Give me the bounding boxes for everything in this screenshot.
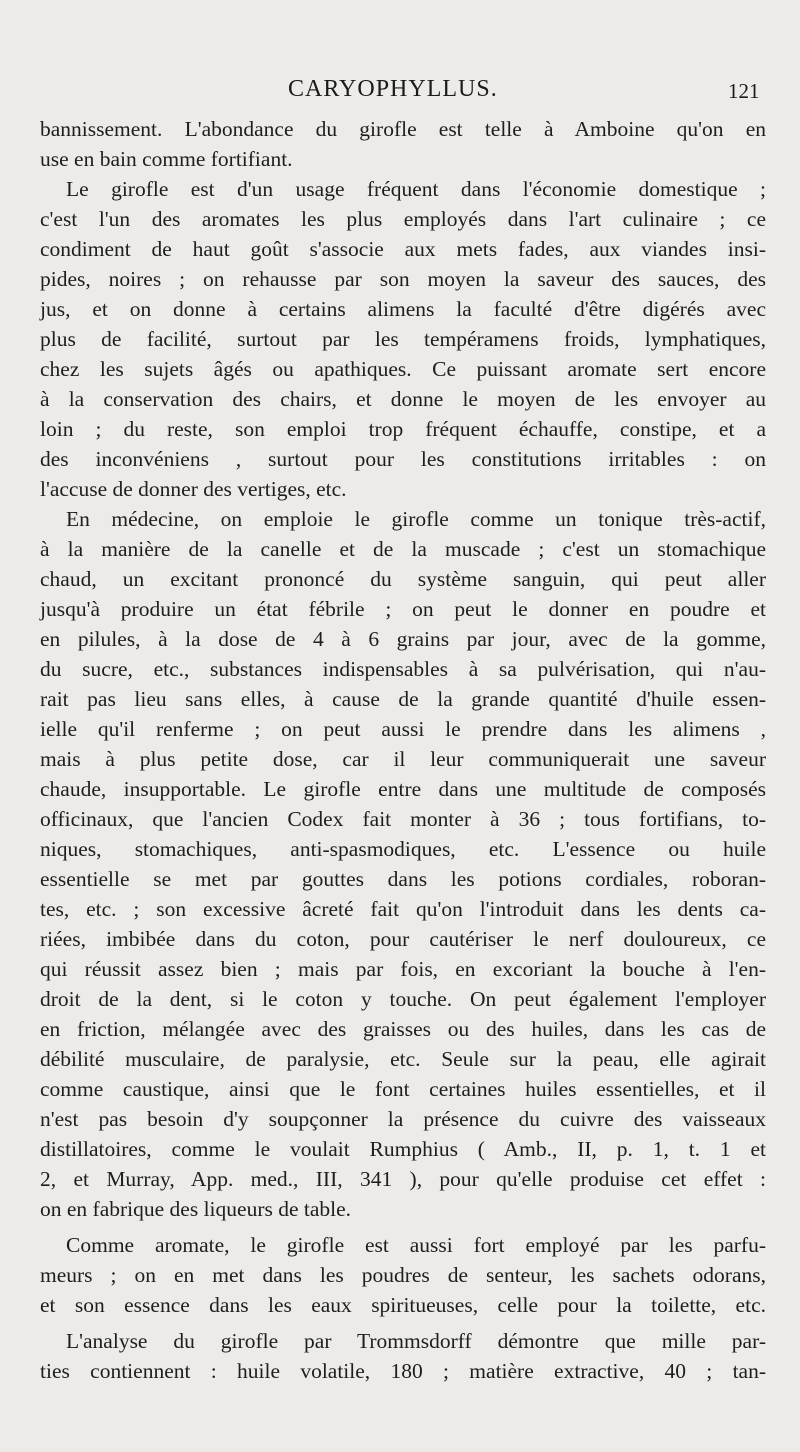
page-number: 121 bbox=[728, 79, 760, 103]
text-line: jus, et on donne à certains alimens la faculté d'être digérés avec bbox=[40, 297, 766, 321]
text-line: riées, imbibée dans du coton, pour cautériser le nerf douloureux, ce bbox=[40, 927, 766, 951]
text-line: meurs ; on en met dans les poudres de senteur, les sachets odorans, bbox=[40, 1263, 766, 1287]
paragraph-start-line: En médecine, on emploie le girofle comme un tonique très-actif, bbox=[66, 507, 766, 531]
text-line: mais à plus petite dose, car il leur communiquerait une saveur bbox=[40, 747, 766, 771]
text-line: comme caustique, ainsi que le font certaines huiles essentielles, et il bbox=[40, 1077, 766, 1101]
text-line: chez les sujets âgés ou apathiques. Ce puissant aromate sert encore bbox=[40, 357, 766, 381]
text-line: loin ; du reste, son emploi trop fréquent échauffe, constipe, et a bbox=[40, 417, 766, 441]
text-line: c'est l'un des aromates les plus employés dans l'art culinaire ; ce bbox=[40, 207, 766, 231]
text-line: pides, noires ; on rehausse par son moyen la saveur des sauces, des bbox=[40, 267, 766, 291]
text-line: débilité musculaire, de paralysie, etc. Seule sur la peau, elle agirait bbox=[40, 1047, 766, 1071]
text-line: ties contiennent : huile volatile, 180 ; matière extractive, 40 ; tan- bbox=[40, 1359, 766, 1383]
text-line: jusqu'à produire un état fébrile ; on peut le donner en poudre et bbox=[40, 597, 766, 621]
text-line: niques, stomachiques, anti-spasmodiques, etc. L'essence ou huile bbox=[40, 837, 766, 861]
text-line: condiment de haut goût s'associe aux mets fades, aux viandes insi- bbox=[40, 237, 766, 261]
running-title: CARYOPHYLLUS. bbox=[288, 76, 498, 102]
text-line: use en bain comme fortifiant. bbox=[40, 147, 293, 171]
text-line: qui réussit assez bien ; mais par fois, en excoriant la bouche à l'en- bbox=[40, 957, 766, 981]
page-header bbox=[0, 76, 800, 106]
text-line: en pilules, à la dose de 4 à 6 grains par jour, avec de la gomme, bbox=[40, 627, 766, 651]
text-line: 2, et Murray, App. med., III, 341 ), pour qu'elle produise cet effet : bbox=[40, 1167, 766, 1191]
text-line: essentielle se met par gouttes dans les potions cordiales, roboran- bbox=[40, 867, 766, 891]
text-line: tes, etc. ; son excessive âcreté fait qu'on l'introduit dans les dents ca- bbox=[40, 897, 766, 921]
text-line: rait pas lieu sans elles, à cause de la grande quantité d'huile essen- bbox=[40, 687, 766, 711]
text-line: bannissement. L'abondance du girofle est telle à Amboine qu'on en bbox=[40, 117, 766, 141]
paragraph-start-line: Comme aromate, le girofle est aussi fort employé par les parfu- bbox=[66, 1233, 766, 1257]
text-line: on en fabrique des liqueurs de table. bbox=[40, 1197, 352, 1221]
paragraph-start-line: Le girofle est d'un usage fréquent dans l'économie domestique ; bbox=[66, 177, 766, 201]
text-line: du sucre, etc., substances indispensables à sa pulvérisation, qui n'au- bbox=[40, 657, 766, 681]
text-line: des inconvéniens , surtout pour les constitutions irritables : on bbox=[40, 447, 766, 471]
text-line: droit de la dent, si le coton y touche. On peut également l'employer bbox=[40, 987, 766, 1011]
text-line: distillatoires, comme le voulait Rumphius ( Amb., II, p. 1, t. 1 et bbox=[40, 1137, 766, 1161]
text-line: à la manière de la canelle et de la muscade ; c'est un stomachique bbox=[40, 537, 766, 561]
text-line: en friction, mélangée avec des graisses ou des huiles, dans les cas de bbox=[40, 1017, 766, 1041]
text-line: plus de facilité, surtout par les tempéramens froids, lymphatiques, bbox=[40, 327, 766, 351]
text-line: chaud, un excitant prononcé du système sanguin, qui peut aller bbox=[40, 567, 766, 591]
text-line: l'accuse de donner des vertiges, etc. bbox=[40, 477, 347, 501]
paragraph-start-line: L'analyse du girofle par Trommsdorff démontre que mille par- bbox=[66, 1329, 766, 1353]
text-line: à la conservation des chairs, et donne le moyen de les envoyer au bbox=[40, 387, 766, 411]
text-line: et son essence dans les eaux spiritueuses, celle pour la toilette, etc. bbox=[40, 1293, 766, 1317]
text-line: officinaux, que l'ancien Codex fait monter à 36 ; tous fortifians, to- bbox=[40, 807, 766, 831]
text-line: ielle qu'il renferme ; on peut aussi le prendre dans les alimens , bbox=[40, 717, 766, 741]
text-line: chaude, insupportable. Le girofle entre dans une multitude de composés bbox=[40, 777, 766, 801]
text-line: n'est pas besoin d'y soupçonner la présence du cuivre des vaisseaux bbox=[40, 1107, 766, 1131]
